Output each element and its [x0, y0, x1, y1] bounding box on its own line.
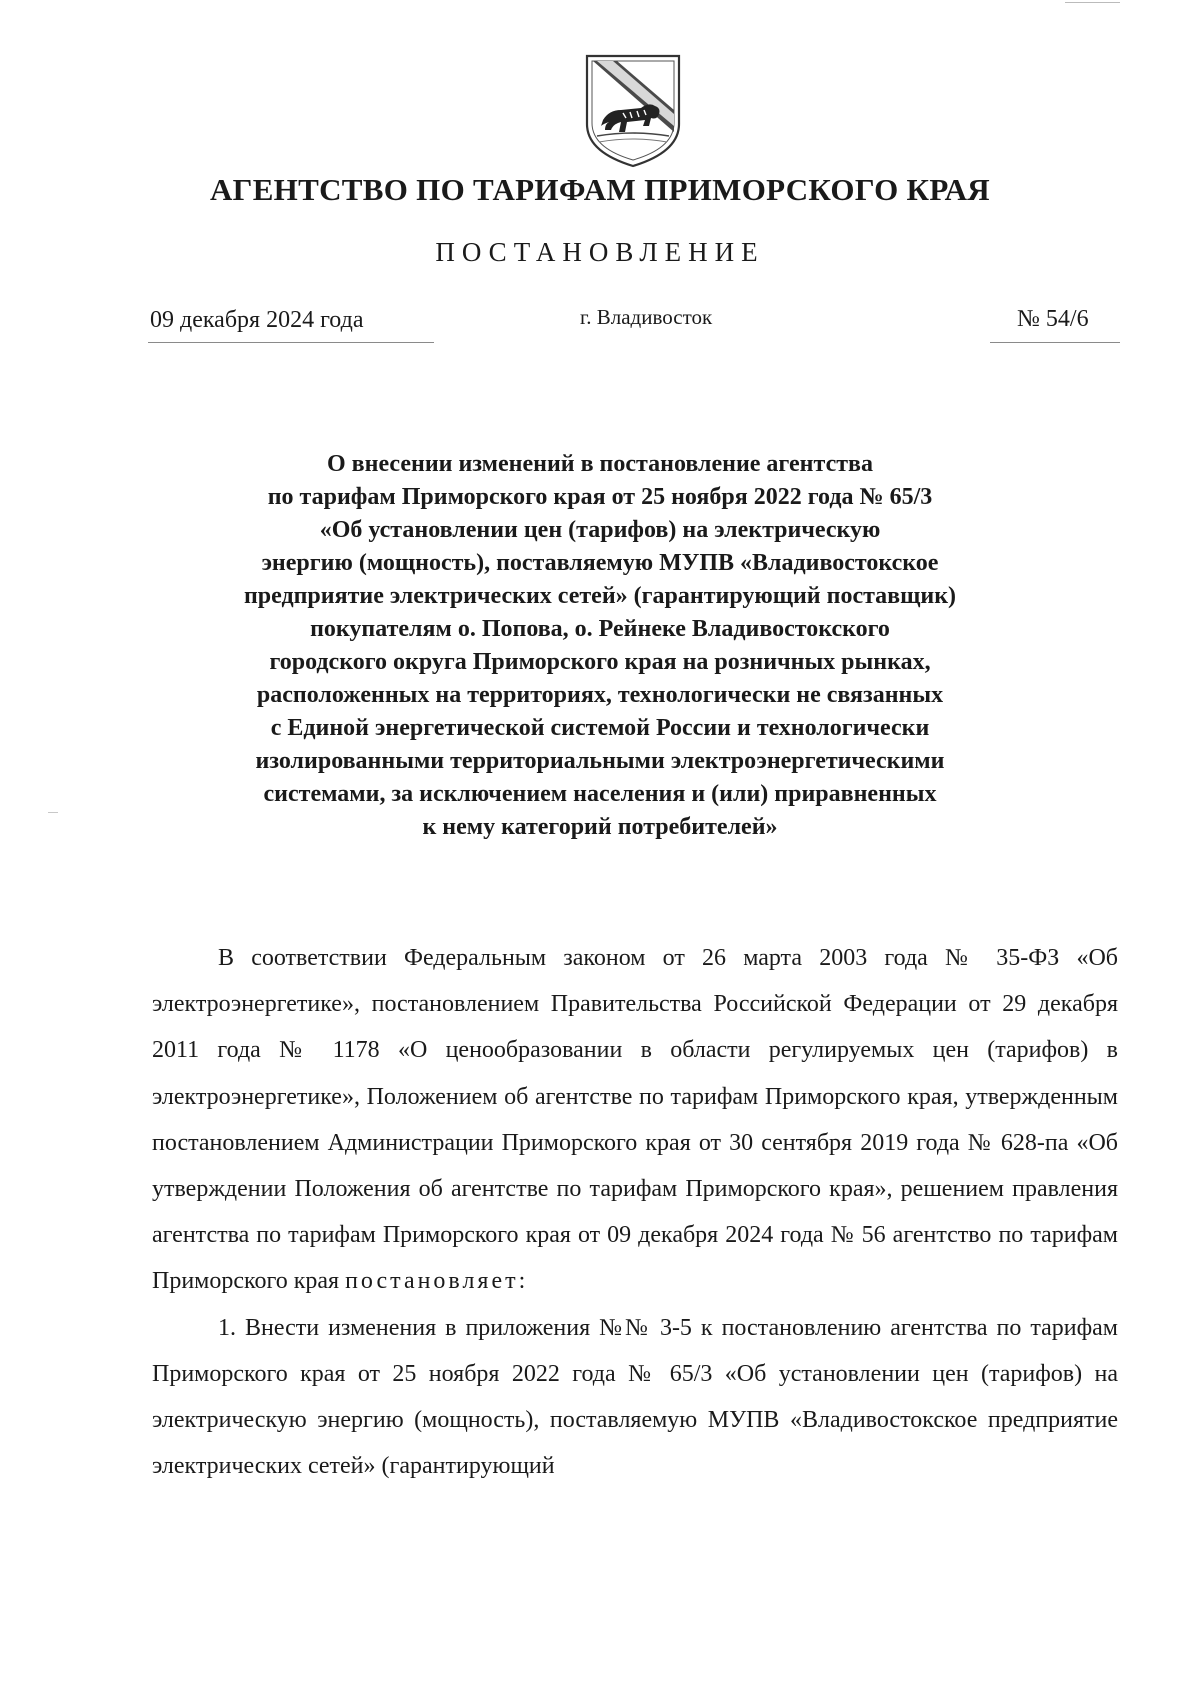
document-city: г. Владивосток — [580, 305, 713, 329]
heading-line: покупателям о. Попова, о. Рейнеке Владивостокского — [310, 616, 890, 642]
preamble-text: В соответствии Федеральным законом от 26 марта 2003 года № 35-ФЗ «Об электроэнергетике», постановлением Правительства Российской Федерации от 29 декабря 2011 года № 1178 «О ценообразовании в области регулируемых цен (тарифов) в электроэнергетике», Положением об агентстве по тарифам Приморского края, утвержденным постановлением Администрации Приморского края от 30 сентября 2019 года № 628-па «Об утверждении Положения об агентстве по тарифам Приморского края», решением правления агентства по тарифам Приморского края от 09 декабря 2024 года № 56 агентство по тарифам Приморского края — [152, 945, 1118, 1295]
heading-line: О внесении изменений в постановление агентства — [327, 451, 873, 477]
agency-title: АГЕНТСТВО ПО ТАРИФАМ ПРИМОРСКОГО КРАЯ — [210, 172, 990, 207]
scan-speck — [48, 812, 58, 813]
heading-line: энергию (мощность), поставляемую МУПВ «Владивостокское — [261, 550, 939, 576]
date-underline — [148, 342, 434, 343]
item-1-paragraph: 1. Внести изменения в приложения №№ 3-5 к постановлению агентства по тарифам Приморского края от 25 ноября 2022 года № 65/3 «Об установлении цен (тарифов) на электрическую энергию (мощность), поставляемую МУПВ «Владивостокское предприятие электрических сетей» (гарантирующий — [152, 1314, 1118, 1480]
heading-line: «Об установлении цен (тарифов) на электрическую — [319, 517, 881, 543]
scan-artifact — [1065, 2, 1120, 3]
heading-line: к нему категорий потребителей» — [422, 814, 778, 840]
heading-line: по тарифам Приморского края от 25 ноября 2022 года № 65/3 — [267, 484, 933, 510]
document-date: 09 декабря 2024 года — [150, 307, 364, 333]
resolution-heading — [120, 448, 1080, 844]
number-underline — [990, 342, 1120, 343]
resolves-word: постановляет: — [345, 1268, 529, 1295]
heading-line: городского округа Приморского края на розничных рынках, — [269, 649, 931, 675]
heading-line: изолированными территориальными электроэнергетическими — [255, 748, 945, 774]
document-type: ПОСТАНОВЛЕНИЕ — [435, 237, 765, 267]
heading-line: системами, за исключением населения и (или) приравненных — [263, 781, 937, 807]
primorsky-coat-of-arms-icon — [583, 52, 683, 170]
heading-line: расположенных на территориях, технологически не связанных — [256, 682, 944, 708]
heading-line: предприятие электрических сетей» (гарантирующий поставщик) — [243, 583, 957, 609]
document-body — [152, 935, 1118, 1489]
heading-line: с Единой энергетической системой России и технологически — [270, 715, 930, 741]
document-number: № 54/6 — [1017, 306, 1089, 332]
preamble-paragraph — [152, 935, 1118, 1305]
